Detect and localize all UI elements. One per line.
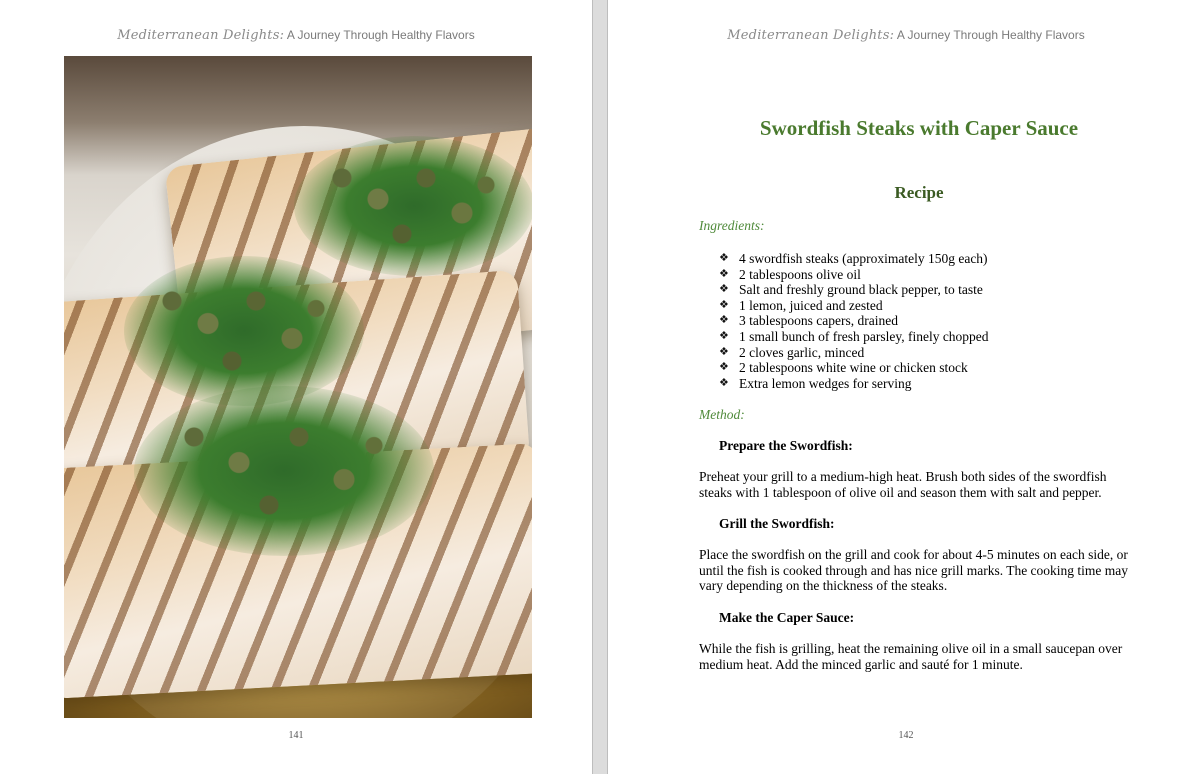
list-item: ❖ 4 swordfish steaks (approximately 150g each) (719, 251, 988, 266)
right-page (608, 0, 1204, 774)
list-item: ❖ 2 tablespoons white wine or chicken stock (719, 360, 968, 376)
header-script-title: Mediterranean Delights: (727, 28, 895, 43)
step-text-grill: Place the swordfish on the grill and cook for about 4-5 minutes on each side, or until the fish is cooked through and has nice grill marks. The cooking time may vary depending on the thickness of the steaks. (699, 547, 1129, 594)
bullet-icon: ❖ (719, 376, 729, 389)
step-heading-prepare: Prepare the Swordfish: (719, 438, 853, 453)
bullet-icon: ❖ (719, 345, 729, 358)
list-item: ❖ Extra lemon wedges for serving (719, 375, 912, 391)
step-heading-sauce: Make the Caper Sauce: (719, 610, 855, 625)
running-header (0, 28, 592, 43)
list-item: ❖ 2 tablespoons olive oil (719, 266, 861, 282)
page-number-right: 142 (898, 730, 914, 741)
caper-topping (294, 136, 532, 276)
recipe-title: Swordfish Steaks with Caper Sauce (759, 116, 1079, 140)
list-item: ❖ Salt and freshly ground black pepper, to taste (719, 282, 983, 298)
list-item: ❖ 2 cloves garlic, minced (719, 344, 865, 360)
list-item: ❖ 3 tablespoons capers, drained (719, 313, 898, 329)
swordfish-photo (64, 56, 532, 718)
list-item: ❖ 1 lemon, juiced and zested (719, 297, 883, 313)
caper-topping (134, 386, 434, 556)
left-page (0, 0, 592, 774)
caper-topping (124, 256, 364, 406)
bullet-icon: ❖ (719, 298, 729, 311)
page-number-left: 141 (288, 730, 304, 741)
header-plain-title: A Journey Through Healthy Flavors (894, 28, 1085, 42)
list-item: ❖ 1 small bunch of fresh parsley, finely chopped (719, 328, 989, 344)
ingredients-label: Ingredients: (699, 218, 765, 233)
bullet-icon: ❖ (719, 314, 729, 327)
ingredients-list (719, 251, 989, 391)
running-header (608, 28, 1204, 43)
bullet-icon: ❖ (719, 267, 729, 280)
bullet-icon: ❖ (719, 283, 729, 296)
header-script-title: Mediterranean Delights: (117, 28, 285, 43)
bullet-icon: ❖ (719, 252, 729, 264)
step-heading-grill: Grill the Swordfish: (719, 516, 835, 531)
page-gutter (592, 0, 608, 774)
header-plain-title: A Journey Through Healthy Flavors (284, 28, 475, 42)
method-label: Method: (699, 407, 745, 422)
bullet-icon: ❖ (719, 361, 729, 374)
recipe-subtitle: Recipe (894, 183, 944, 202)
step-text-sauce: While the fish is grilling, heat the remaining olive oil in a small saucepan over medium heat. Add the minced garlic and sauté for 1 minute. (699, 641, 1123, 672)
step-text-prepare: Preheat your grill to a medium-high heat. Brush both sides of the swordfish steaks with 1 tablespoon of olive oil and season them with salt and pepper. (699, 469, 1107, 500)
bullet-icon: ❖ (719, 329, 729, 342)
